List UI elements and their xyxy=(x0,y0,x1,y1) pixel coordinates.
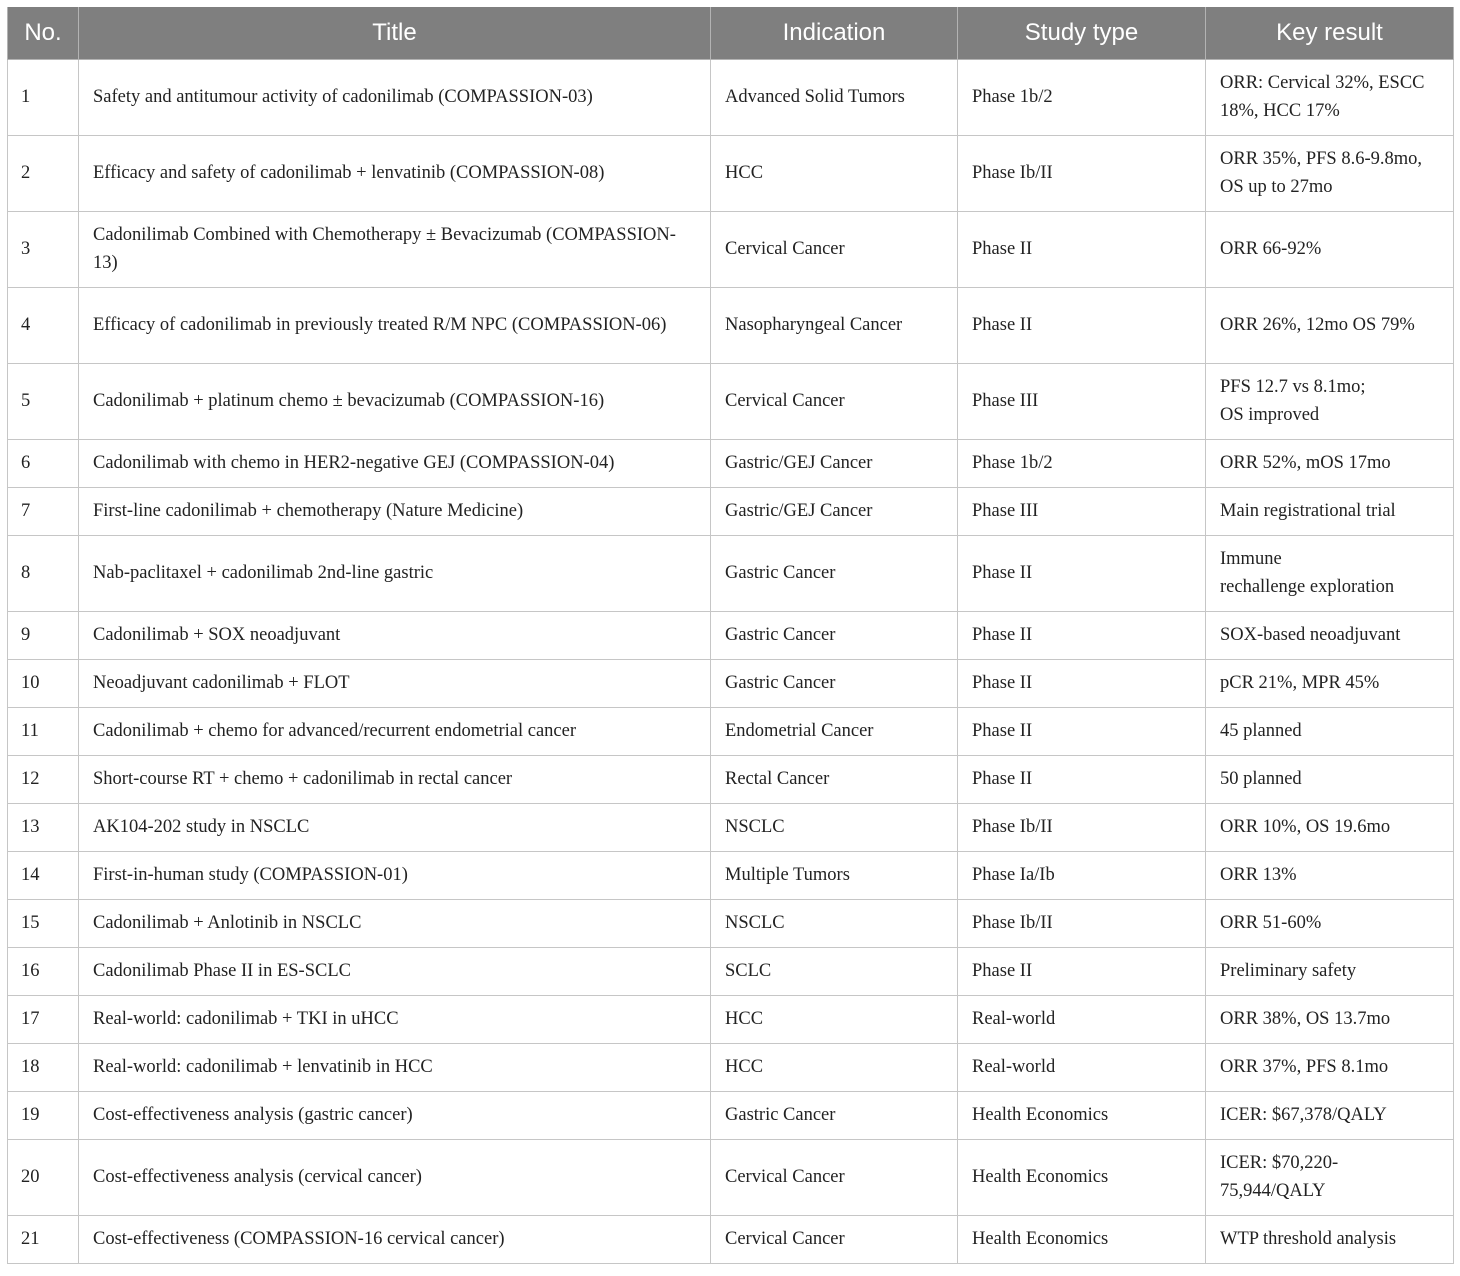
cell-study-type: Phase Ib/II xyxy=(958,136,1206,212)
cell-title: Short-course RT + chemo + cadonilimab in rectal cancer xyxy=(79,756,711,804)
cell-no: 9 xyxy=(8,612,79,660)
table-row xyxy=(8,136,1454,212)
cell-indication: Gastric/GEJ Cancer xyxy=(711,440,958,488)
cell-study-type: Real-world xyxy=(958,996,1206,1044)
table-row xyxy=(8,660,1454,708)
cell-indication: Gastric Cancer xyxy=(711,1092,958,1140)
cell-no: 15 xyxy=(8,900,79,948)
table-row xyxy=(8,612,1454,660)
table-row xyxy=(8,996,1454,1044)
cell-no: 10 xyxy=(8,660,79,708)
cell-indication: HCC xyxy=(711,136,958,212)
cell-key-result: ORR 26%, 12mo OS 79% xyxy=(1206,288,1454,364)
cell-title: Cost-effectiveness analysis (gastric cancer) xyxy=(79,1092,711,1140)
cell-no: 1 xyxy=(8,60,79,136)
cell-indication: Gastric Cancer xyxy=(711,612,958,660)
table-row xyxy=(8,288,1454,364)
cell-no: 21 xyxy=(8,1216,79,1264)
cell-study-type: Phase II xyxy=(958,708,1206,756)
header-title: Title xyxy=(79,7,711,60)
cell-study-type: Health Economics xyxy=(958,1140,1206,1216)
cell-no: 2 xyxy=(8,136,79,212)
table-row xyxy=(8,488,1454,536)
cell-no: 5 xyxy=(8,364,79,440)
cell-title: AK104-202 study in NSCLC xyxy=(79,804,711,852)
cell-study-type: Phase II xyxy=(958,660,1206,708)
cell-key-result: ORR 13% xyxy=(1206,852,1454,900)
table-row xyxy=(8,364,1454,440)
cell-indication: Endometrial Cancer xyxy=(711,708,958,756)
cell-indication: Cervical Cancer xyxy=(711,212,958,288)
table-row xyxy=(8,708,1454,756)
cell-indication: Multiple Tumors xyxy=(711,852,958,900)
cell-key-result: 45 planned xyxy=(1206,708,1454,756)
cell-title: Cadonilimab with chemo in HER2-negative GEJ (COMPASSION-04) xyxy=(79,440,711,488)
cell-study-type: Phase II xyxy=(958,212,1206,288)
cell-study-type: Real-world xyxy=(958,1044,1206,1092)
cell-key-result: Preliminary safety xyxy=(1206,948,1454,996)
cell-title: Cost-effectiveness (COMPASSION-16 cervical cancer) xyxy=(79,1216,711,1264)
cell-no: 6 xyxy=(8,440,79,488)
cell-study-type: Phase III xyxy=(958,488,1206,536)
cell-no: 12 xyxy=(8,756,79,804)
cell-key-result: 50 planned xyxy=(1206,756,1454,804)
cell-indication: Gastric/GEJ Cancer xyxy=(711,488,958,536)
table-row xyxy=(8,948,1454,996)
table-row xyxy=(8,1216,1454,1264)
table-body xyxy=(8,60,1454,1264)
studies-table-container xyxy=(7,7,1453,1264)
header-study-type: Study type xyxy=(958,7,1206,60)
cell-title: Neoadjuvant cadonilimab + FLOT xyxy=(79,660,711,708)
cell-no: 13 xyxy=(8,804,79,852)
cell-indication: HCC xyxy=(711,996,958,1044)
cell-title: Efficacy and safety of cadonilimab + lenvatinib (COMPASSION-08) xyxy=(79,136,711,212)
cell-title: Cadonilimab + SOX neoadjuvant xyxy=(79,612,711,660)
cell-title: Efficacy of cadonilimab in previously treated R/M NPC (COMPASSION-06) xyxy=(79,288,711,364)
cell-key-result: ORR 52%, mOS 17mo xyxy=(1206,440,1454,488)
cell-study-type: Phase II xyxy=(958,288,1206,364)
table-row xyxy=(8,900,1454,948)
cell-no: 20 xyxy=(8,1140,79,1216)
header-key-result: Key result xyxy=(1206,7,1454,60)
cell-study-type: Phase 1b/2 xyxy=(958,440,1206,488)
cell-indication: SCLC xyxy=(711,948,958,996)
cell-study-type: Phase Ia/Ib xyxy=(958,852,1206,900)
cell-indication: NSCLC xyxy=(711,804,958,852)
cell-title: Safety and antitumour activity of cadonilimab (COMPASSION-03) xyxy=(79,60,711,136)
cell-indication: Advanced Solid Tumors xyxy=(711,60,958,136)
cell-indication: HCC xyxy=(711,1044,958,1092)
table-row xyxy=(8,60,1454,136)
cell-indication: Gastric Cancer xyxy=(711,660,958,708)
table-header xyxy=(8,7,1454,60)
header-row xyxy=(8,7,1454,60)
cell-title: Cost-effectiveness analysis (cervical cancer) xyxy=(79,1140,711,1216)
cell-key-result: Immune rechallenge exploration xyxy=(1206,536,1454,612)
cell-title: Nab-paclitaxel + cadonilimab 2nd-line gastric xyxy=(79,536,711,612)
cell-key-result: ORR: Cervical 32%, ESCC 18%, HCC 17% xyxy=(1206,60,1454,136)
cell-key-result: ICER: $70,220-75,944/QALY xyxy=(1206,1140,1454,1216)
header-indication: Indication xyxy=(711,7,958,60)
cell-indication: Nasopharyngeal Cancer xyxy=(711,288,958,364)
cell-key-result: ORR 10%, OS 19.6mo xyxy=(1206,804,1454,852)
cell-indication: Cervical Cancer xyxy=(711,1216,958,1264)
cell-no: 11 xyxy=(8,708,79,756)
cell-title: Cadonilimab + chemo for advanced/recurrent endometrial cancer xyxy=(79,708,711,756)
cell-title: Cadonilimab Combined with Chemotherapy ± Bevacizumab (COMPASSION-13) xyxy=(79,212,711,288)
cell-study-type: Phase Ib/II xyxy=(958,804,1206,852)
cell-key-result: ORR 37%, PFS 8.1mo xyxy=(1206,1044,1454,1092)
cell-no: 4 xyxy=(8,288,79,364)
cell-study-type: Phase II xyxy=(958,612,1206,660)
table-row xyxy=(8,536,1454,612)
cell-key-result: ORR 51-60% xyxy=(1206,900,1454,948)
cell-no: 17 xyxy=(8,996,79,1044)
table-row xyxy=(8,1092,1454,1140)
cell-key-result: Main registrational trial xyxy=(1206,488,1454,536)
table-row xyxy=(8,1140,1454,1216)
cell-title: Real-world: cadonilimab + TKI in uHCC xyxy=(79,996,711,1044)
cell-no: 8 xyxy=(8,536,79,612)
cell-study-type: Health Economics xyxy=(958,1216,1206,1264)
cell-key-result: ORR 66-92% xyxy=(1206,212,1454,288)
cell-title: Real-world: cadonilimab + lenvatinib in HCC xyxy=(79,1044,711,1092)
cell-no: 14 xyxy=(8,852,79,900)
cell-study-type: Phase Ib/II xyxy=(958,900,1206,948)
cell-key-result: ORR 38%, OS 13.7mo xyxy=(1206,996,1454,1044)
cell-indication: Rectal Cancer xyxy=(711,756,958,804)
table-row xyxy=(8,756,1454,804)
cell-no: 18 xyxy=(8,1044,79,1092)
table-row xyxy=(8,804,1454,852)
cell-study-type: Phase 1b/2 xyxy=(958,60,1206,136)
cell-no: 3 xyxy=(8,212,79,288)
cell-title: Cadonilimab + Anlotinib in NSCLC xyxy=(79,900,711,948)
cell-key-result: SOX-based neoadjuvant xyxy=(1206,612,1454,660)
cell-key-result: WTP threshold analysis xyxy=(1206,1216,1454,1264)
cell-key-result: ORR 35%, PFS 8.6-9.8mo, OS up to 27mo xyxy=(1206,136,1454,212)
cell-key-result: PFS 12.7 vs 8.1mo; OS improved xyxy=(1206,364,1454,440)
cell-indication: Cervical Cancer xyxy=(711,1140,958,1216)
cell-study-type: Phase II xyxy=(958,948,1206,996)
cell-indication: Cervical Cancer xyxy=(711,364,958,440)
cell-key-result: ICER: $67,378/QALY xyxy=(1206,1092,1454,1140)
cell-no: 16 xyxy=(8,948,79,996)
cell-title: Cadonilimab + platinum chemo ± bevacizumab (COMPASSION-16) xyxy=(79,364,711,440)
table-row xyxy=(8,852,1454,900)
table-row xyxy=(8,212,1454,288)
cell-indication: NSCLC xyxy=(711,900,958,948)
cell-indication: Gastric Cancer xyxy=(711,536,958,612)
cell-study-type: Health Economics xyxy=(958,1092,1206,1140)
cell-key-result: pCR 21%, MPR 45% xyxy=(1206,660,1454,708)
cell-study-type: Phase III xyxy=(958,364,1206,440)
cell-study-type: Phase II xyxy=(958,536,1206,612)
table-row xyxy=(8,1044,1454,1092)
cell-no: 19 xyxy=(8,1092,79,1140)
cell-study-type: Phase II xyxy=(958,756,1206,804)
table-row xyxy=(8,440,1454,488)
cell-title: First-in-human study (COMPASSION-01) xyxy=(79,852,711,900)
cell-title: Cadonilimab Phase II in ES-SCLC xyxy=(79,948,711,996)
cell-no: 7 xyxy=(8,488,79,536)
studies-table xyxy=(7,7,1454,1264)
header-no: No. xyxy=(8,7,79,60)
cell-title: First-line cadonilimab + chemotherapy (Nature Medicine) xyxy=(79,488,711,536)
